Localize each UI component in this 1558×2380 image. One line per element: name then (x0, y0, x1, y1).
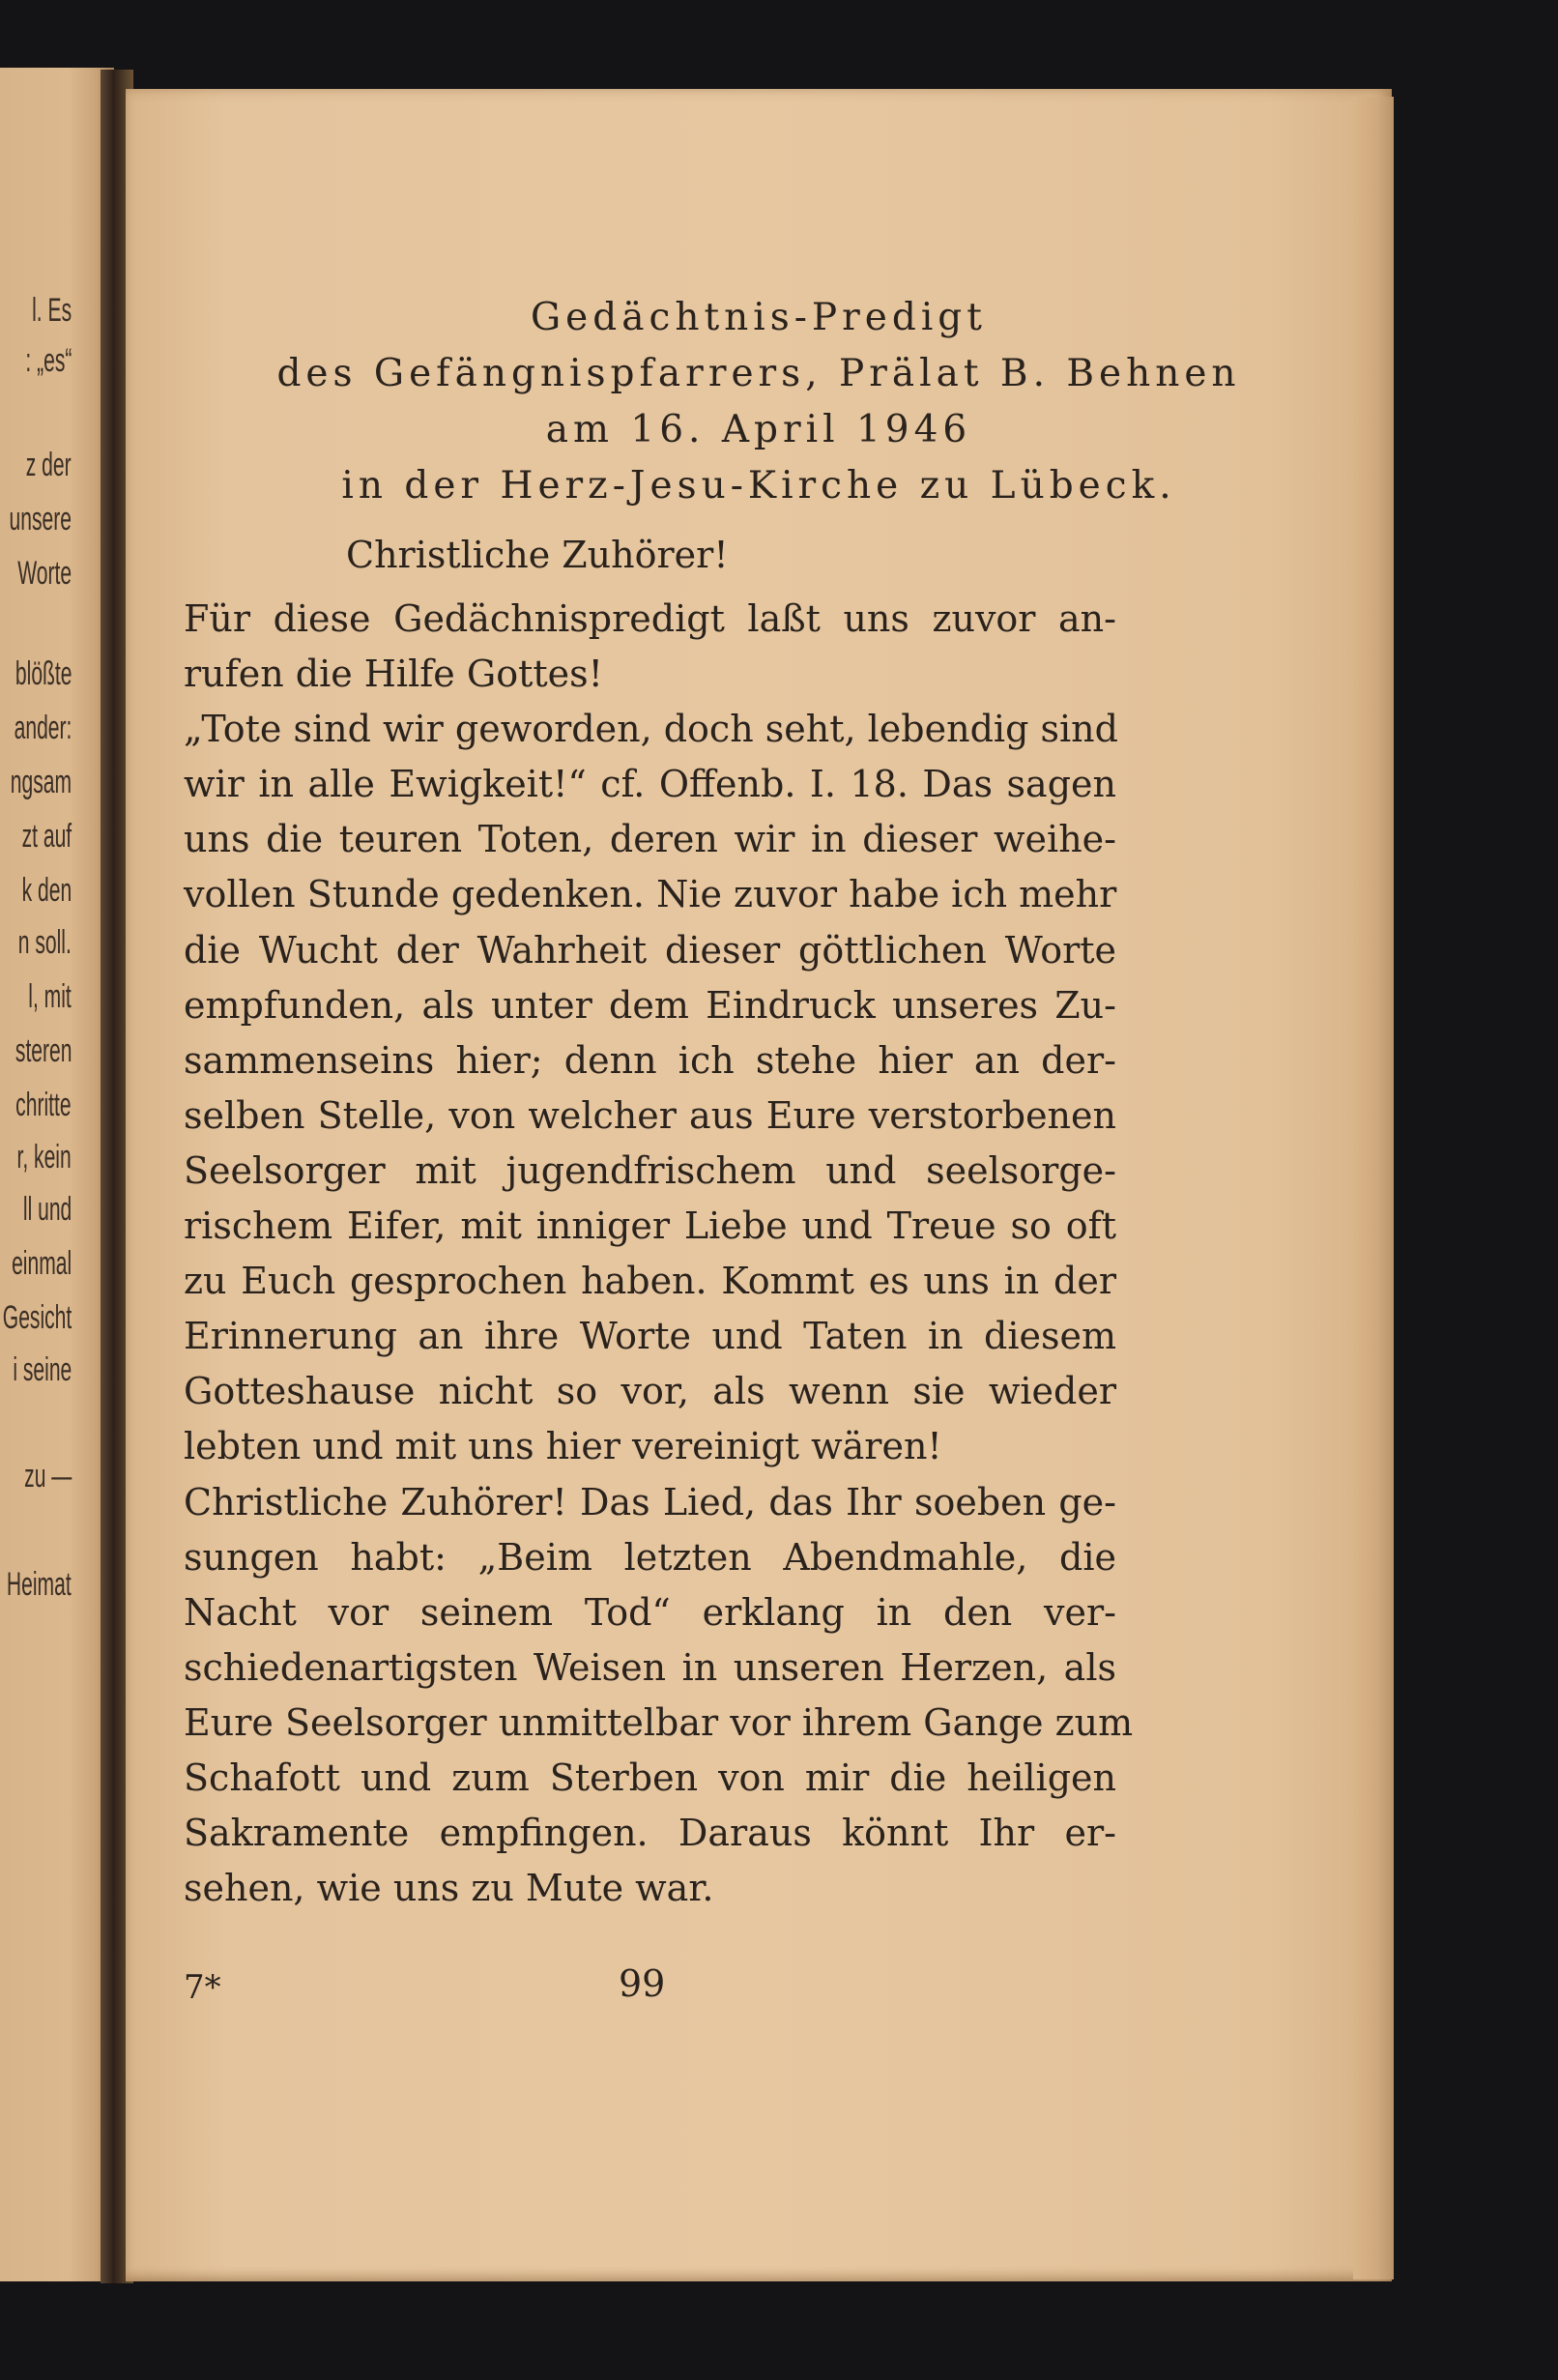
left-fragment: steren (14, 1032, 72, 1069)
salutation: Christliche Zuhörer! (346, 534, 729, 576)
text-line: Für diese Gedächnispredigt laßt uns zuvor an- (184, 597, 1116, 640)
left-fragment: ander: (14, 710, 72, 746)
text-line: selben Stelle, von welcher aus Eure verstorbenen (184, 1093, 1116, 1137)
text-line: Sakramente empfingen. Daraus könnt Ihr er- (184, 1812, 1116, 1855)
page-number: 99 (619, 1962, 666, 2005)
text-line: schiedenartigsten Weisen in unseren Herzen, als (184, 1645, 1116, 1689)
text-line: Christliche Zuhörer! Das Lied, das Ihr soeben ge- (184, 1480, 1116, 1524)
text-line: rufen die Hilfe Gottes! (184, 653, 603, 696)
text-line: Seelsorger mit jugendfrischem und seelsorge- (184, 1148, 1116, 1192)
left-fragment: zt auf (21, 818, 72, 855)
left-fragment: unsere (9, 501, 72, 537)
text-line: wir in alle Ewigkeit!“ cf. Offenb. I. 18. Das sagen (184, 763, 1116, 806)
left-fragment: i seine (13, 1351, 72, 1388)
text-line: sammenseins hier; denn ich stehe hier an der- (184, 1038, 1116, 1082)
signature-mark: 7* (184, 1968, 221, 2007)
left-fragment: zu — (23, 1458, 72, 1495)
heading-author: des Gefängnispfarrers, Prälat B. Behnen (276, 352, 1241, 395)
left-fragment: Gesicht (2, 1299, 72, 1336)
left-fragment: blößte (14, 655, 72, 692)
text-line: lebten und mit uns hier vereinigt wären! (184, 1425, 942, 1468)
text-line: sungen habt: „Beim letzten Abendmahle, die (184, 1535, 1116, 1579)
text-line: uns die teuren Toten, deren wir in dieser weihe- (184, 818, 1116, 861)
text-line: zu Euch gesprochen haben. Kommt es uns in der (184, 1260, 1116, 1303)
text-line: empfunden, als unter dem Eindruck unseres Zu- (184, 983, 1116, 1027)
text-line: die Wucht der Wahrheit dieser göttlichen Worte (184, 928, 1116, 972)
text-line: Nacht vor seinem Tod“ erklang in den ver- (184, 1590, 1116, 1634)
sermon-heading (126, 290, 1392, 514)
text-line: Erinnerung an ihre Worte und Taten in diesem (184, 1315, 1116, 1358)
left-fragment: ll und (22, 1191, 72, 1228)
left-fragment: Heimat (7, 1566, 72, 1603)
left-fragment: z der (26, 447, 72, 483)
previous-page-edge (0, 68, 114, 2281)
left-fragment: r, kein (16, 1139, 72, 1175)
text-line: sehen, wie uns zu Mute war. (184, 1867, 714, 1910)
left-fragment: l, mit (28, 978, 72, 1015)
left-fragment: ngsam (10, 764, 72, 800)
sermon-body (184, 592, 1134, 1916)
left-fragment: chritte (15, 1087, 72, 1123)
text-line: vollen Stunde gedenken. Nie zuvor habe ich mehr (184, 873, 1117, 916)
left-fragment: k den (21, 872, 72, 909)
heading-date: am 16. April 1946 (545, 408, 972, 451)
text-line: rischem Eifer, mit inniger Liebe und Treue so oft (184, 1205, 1116, 1248)
left-fragment: n soll. (17, 924, 72, 961)
heading-title: Gedächtnis-Predigt (531, 296, 987, 339)
text-line: „Tote sind wir geworden, doch seht, lebendig sind (184, 708, 1118, 751)
text-line: Eure Seelsorger unmittelbar vor ihrem Gange zum (184, 1700, 1134, 1744)
text-line: Gotteshause nicht so vor, als wenn sie wieder (184, 1370, 1116, 1413)
left-fragment: einmal (11, 1245, 72, 1282)
left-fragment: Worte (17, 555, 72, 592)
text-line: Schafott und zum Sterben von mir die heiligen (184, 1756, 1116, 1799)
left-fragment: l. Es (32, 292, 72, 329)
left-fragment: : „es“ (24, 342, 72, 379)
heading-location: in der Herz-Jesu-Kirche zu Lübeck. (341, 464, 1176, 508)
